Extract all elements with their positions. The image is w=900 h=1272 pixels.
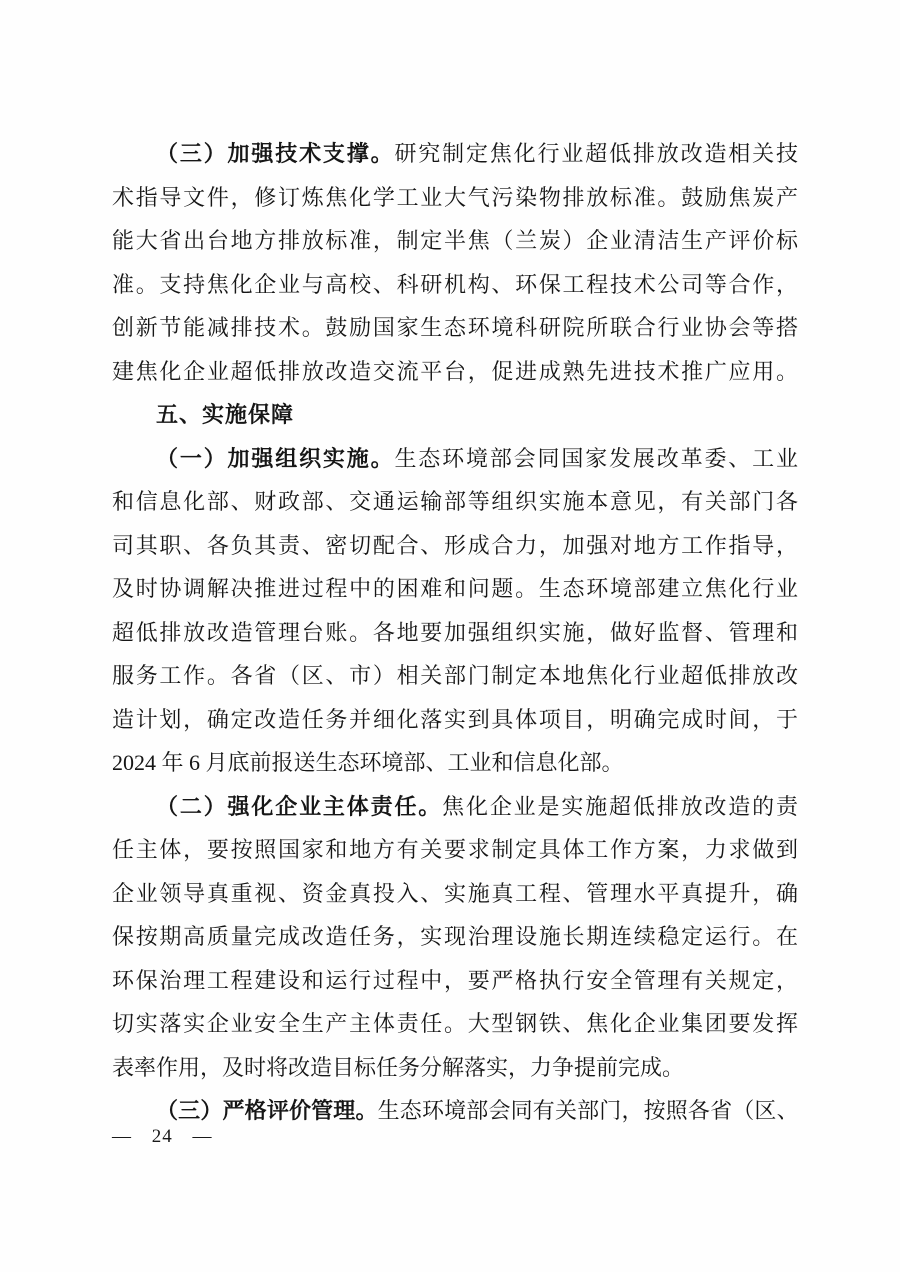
text-line: （三）严格评价管理。生态环境部会同有关部门，按照各省（区、: [156, 1098, 798, 1123]
text-line: 和信息化部、财政部、交通运输部等组织实施本意见，有关部门各: [112, 489, 798, 514]
text-line: 能大省出台地方排放标准，制定半焦（兰炭）企业清洁生产评价标: [112, 228, 798, 253]
text-line: 2024 年 6 月底前报送生态环境部、工业和信息化部。: [112, 750, 624, 775]
paragraph: [112, 437, 798, 785]
text-line: 及时协调解决推进过程中的困难和问题。生态环境部建立焦化行业: [112, 576, 798, 601]
paragraph-lead: （一）加强组织实施。: [156, 445, 395, 471]
page-number: — 24 —: [112, 1126, 213, 1147]
text-line: 服务工作。各省（区、市）相关部门制定本地焦化行业超低排放改: [112, 663, 798, 688]
paragraph-lead: （二）强化企业主体责任。: [156, 793, 443, 819]
text-line: 创新节能减排技术。鼓励国家生态环境科研院所联合行业协会等搭: [112, 315, 798, 340]
text-line: 企业领导真重视、资金真投入、实施真工程、管理水平真提升，确: [112, 880, 798, 906]
text-line: （一）加强组织实施。生态环境部会同国家发展改革委、工业: [156, 445, 798, 471]
text-line: 表率作用，及时将改造目标任务分解落实，力争提前完成。: [112, 1054, 685, 1080]
text-line: 术指导文件，修订炼焦化学工业大气污染物排放标准。鼓励焦炭产: [112, 184, 798, 210]
paragraph: [112, 132, 798, 393]
text-line: （二）强化企业主体责任。焦化企业是实施超低排放改造的责: [156, 793, 798, 819]
text-line: 造计划，确定改造任务并细化落实到具体项目，明确完成时间，于: [112, 706, 798, 732]
text-line: 司其职、各负其责、密切配合、形成合力，加强对地方工作指导，: [112, 532, 798, 558]
paragraph-lead: （三）加强技术支撑。: [156, 141, 395, 166]
text-line: 准。支持焦化企业与高校、科研机构、环保工程技术公司等合作，: [112, 271, 798, 297]
text-line: 保按期高质量完成改造任务，实现治理设施长期连续稳定运行。在: [112, 924, 798, 949]
text-line: 切实落实企业安全生产主体责任。大型钢铁、焦化企业集团要发挥: [112, 1011, 798, 1036]
text-line: （三）加强技术支撑。研究制定焦化行业超低排放改造相关技: [156, 141, 798, 166]
text-line: 建焦化企业超低排放改造交流平台，促进成熟先进技术推广应用。: [112, 358, 798, 384]
section-heading: 五、实施保障: [156, 402, 295, 427]
text-line: 环保治理工程建设和运行过程中，要严格执行安全管理有关规定，: [112, 967, 798, 993]
paragraph-lead: （三）严格评价管理。: [156, 1098, 378, 1123]
text-line: 超低排放改造管理台账。各地要加强组织实施，做好监督、管理和: [112, 619, 798, 645]
paragraph: [112, 785, 798, 1090]
text-line: 任主体，要按照国家和地方有关要求制定具体工作方案，力求做到: [112, 837, 798, 862]
paragraph: [112, 1089, 798, 1133]
document-body: [112, 132, 798, 1133]
